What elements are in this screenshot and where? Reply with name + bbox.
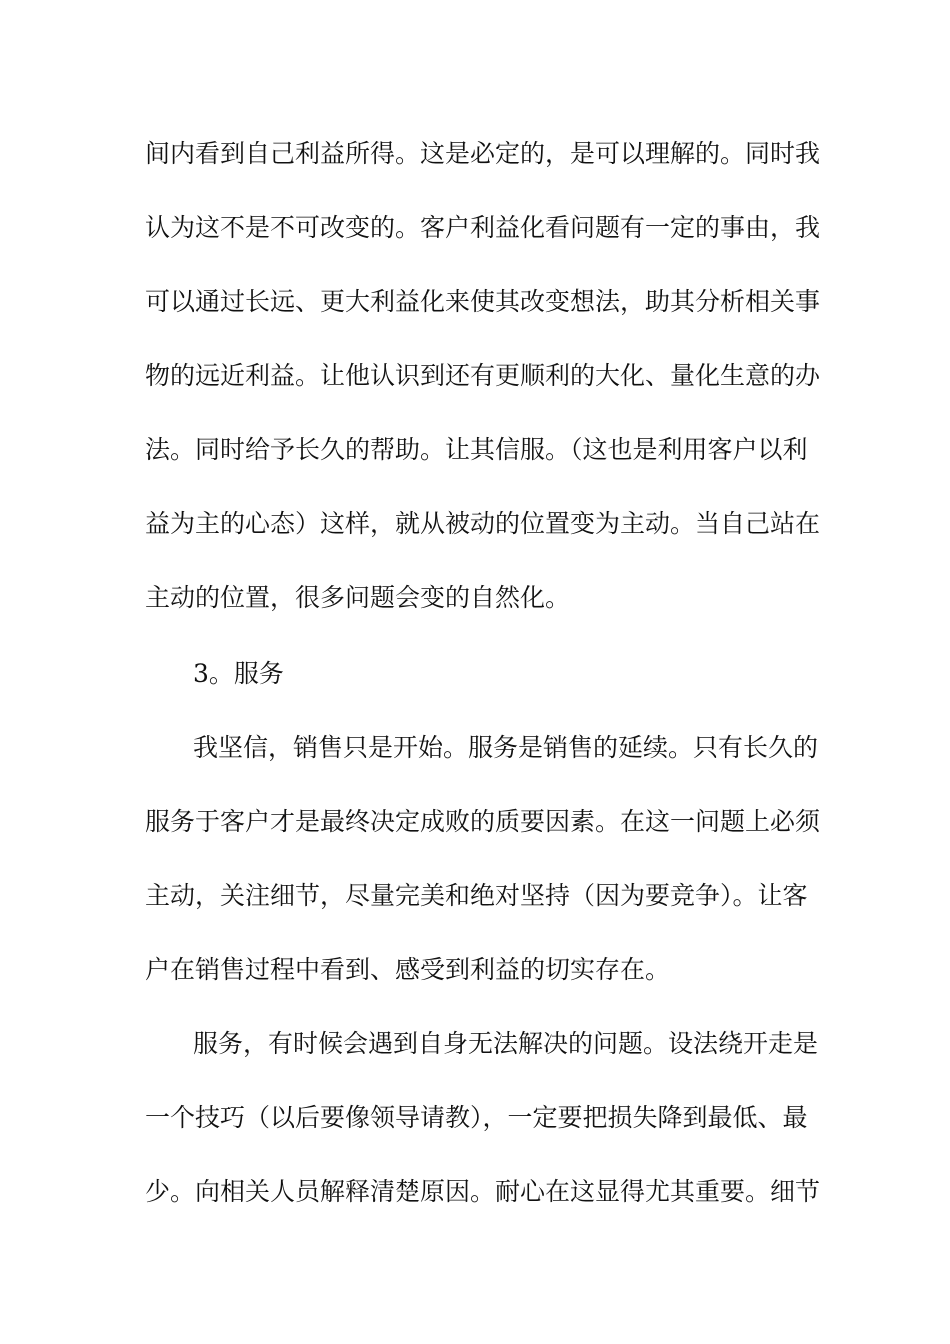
paragraph-line-1: 间内看到自己利益所得。这是必定的，是可以理解的。同时我: [145, 139, 821, 168]
paragraph-line-9: 服务于客户才是最终决定成败的质要因素。在这一问题上必须: [145, 807, 821, 836]
paragraph-line-8: 我坚信，销售只是开始。服务是销售的延续。只有长久的: [193, 733, 819, 762]
paragraph-line-5: 法。同时给予长久的帮助。让其信服。（这也是利用客户以利: [145, 435, 808, 464]
paragraph-line-11: 户在销售过程中看到、感受到利益的切实存在。: [145, 955, 671, 984]
paragraph-line-4: 物的远近利益。让他认识到还有更顺利的大化、量化生意的办: [145, 361, 821, 390]
paragraph-line-13: 一个技巧（以后要像领导请教），一定要把损失降到最低、最: [145, 1103, 808, 1132]
paragraph-line-6: 益为主的心态）这样，就从被动的位置变为主动。当自己站在: [145, 509, 821, 538]
paragraph-line-7: 主动的位置，很多问题会变的自然化。: [145, 583, 571, 612]
paragraph-line-14: 少。向相关人员解释清楚原因。耐心在这显得尤其重要。细节: [145, 1177, 821, 1206]
paragraph-line-2: 认为这不是不可改变的。客户利益化看问题有一定的事由，我: [145, 213, 821, 242]
paragraph-line-10: 主动，关注细节，尽量完美和绝对坚持（因为要竞争）。让客: [145, 881, 808, 910]
paragraph-line-12: 服务，有时候会遇到自身无法解决的问题。设法绕开走是: [193, 1029, 819, 1058]
paragraph-line-3: 可以通过长远、更大利益化来使其改变想法，助其分析相关事: [145, 287, 821, 316]
section-heading: 3。服务: [193, 659, 284, 688]
